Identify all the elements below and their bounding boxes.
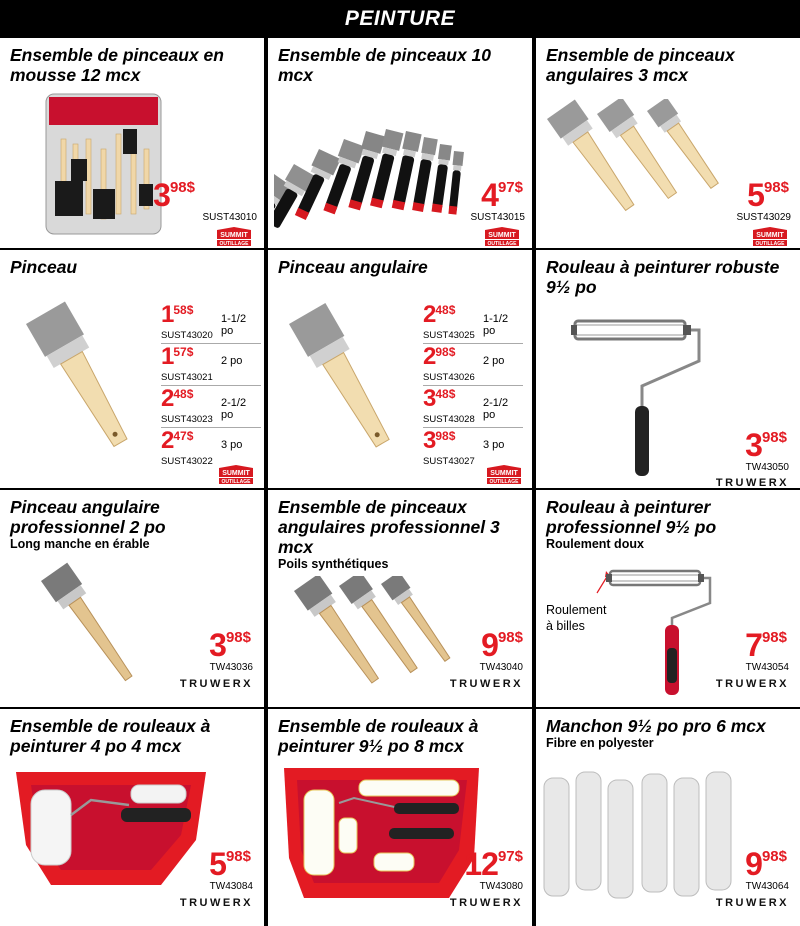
product-card-pro-roller[interactable] <box>536 490 800 707</box>
pro-roller-image <box>592 563 732 703</box>
roller-frame-image <box>567 311 717 486</box>
product-card-pro-angular-brush[interactable] <box>0 490 264 707</box>
size: 3 po <box>483 439 505 451</box>
angular-brush-image <box>279 299 409 474</box>
product-title: Pinceau <box>10 257 78 277</box>
variant-row[interactable] <box>423 387 523 429</box>
variant-row[interactable] <box>423 303 523 345</box>
product-title: Ensemble de pinceaux 10 mcx <box>278 45 492 85</box>
svg-text:OUTILLAGE: OUTILLAGE <box>489 479 519 485</box>
brush-set-image <box>274 119 469 239</box>
product-subtitle: Fibre en polyester <box>546 736 654 750</box>
sku: SUST43022 <box>161 456 213 467</box>
sku: SUST43027 <box>423 456 475 467</box>
product-title: Ensemble de rouleaux à peinturer 4 po 4 mcx <box>10 716 211 756</box>
product-title: Ensemble de pinceaux angulaires 3 mcx <box>546 45 735 85</box>
variant-list <box>161 303 261 471</box>
variant-row[interactable] <box>161 345 261 387</box>
svg-text:SUMMIT: SUMMIT <box>220 232 248 239</box>
bearing-callout: Roulement à billes <box>546 603 607 633</box>
brush-image <box>16 299 146 474</box>
price: $1^{58\$}$ <box>161 301 194 328</box>
sku: SUST43026 <box>423 372 475 383</box>
product-title: Ensemble de rouleaux à peinturer 9½ po 8 mcx <box>278 716 479 756</box>
truwerx-logo: TRUWERX <box>449 897 523 909</box>
price: 998$ <box>481 627 523 663</box>
svg-text:SUMMIT: SUMMIT <box>488 232 516 239</box>
product-card-angular-brush[interactable] <box>268 250 532 488</box>
divider <box>161 343 261 344</box>
price: 598$ <box>209 846 251 882</box>
price: 798$ <box>745 627 787 663</box>
pro-angular-brush-image <box>31 561 151 701</box>
pro-angular-brush-set-image <box>289 576 459 701</box>
variant-row[interactable] <box>161 303 261 345</box>
size: 1-1/2 po <box>483 313 509 337</box>
price: 1297$ <box>464 846 523 882</box>
sku: TW43064 <box>745 881 789 892</box>
svg-text:OUTILLAGE: OUTILLAGE <box>219 241 249 247</box>
product-card-roller-set-8[interactable] <box>268 709 532 926</box>
price: 497$ <box>481 177 523 213</box>
variant-list <box>423 303 523 471</box>
product-card-brush[interactable] <box>0 250 264 488</box>
svg-text:SUMMIT: SUMMIT <box>222 470 250 477</box>
angular-brush-set-image <box>542 99 732 234</box>
product-card-foam-brush-set[interactable] <box>0 38 264 248</box>
price: $2^{48\$}$ <box>161 385 194 412</box>
sku: SUST43028 <box>423 414 475 425</box>
product-grid <box>0 38 800 926</box>
product-card-brush-set-10[interactable] <box>268 38 532 248</box>
product-card-pro-angular-brush-set[interactable] <box>268 490 532 707</box>
sku: TW43050 <box>745 462 789 473</box>
product-card-roller-set-4[interactable] <box>0 709 264 926</box>
price: 998$ <box>745 846 787 882</box>
size: 2-1/2 po <box>221 397 247 421</box>
sku: SUST43023 <box>161 414 213 425</box>
svg-text:OUTILLAGE: OUTILLAGE <box>487 241 517 247</box>
product-title: Manchon 9½ po pro 6 mcx Fibre en polyester <box>546 716 793 751</box>
price: $3^{98\$}$ <box>423 427 456 454</box>
roller-tray-set-image <box>11 760 211 910</box>
size: 3 po <box>221 439 243 451</box>
summit-logo <box>217 465 255 485</box>
size: 2 po <box>221 355 243 367</box>
sku: SUST43021 <box>161 372 213 383</box>
svg-text:SUMMIT: SUMMIT <box>756 232 784 239</box>
product-title: Rouleau à peinturer professionnel 9½ po Roulement doux <box>546 497 793 552</box>
product-subtitle: Roulement doux <box>546 537 644 551</box>
product-subtitle: Poils synthétiques <box>278 557 389 571</box>
truwerx-logo: TRUWERX <box>715 477 789 488</box>
summit-logo <box>751 227 789 247</box>
product-title: Ensemble de pinceaux angulaires professionnel 3 mcx Poils synthétiques <box>278 497 525 572</box>
sku: TW43080 <box>479 881 523 892</box>
size: 2 po <box>483 355 505 367</box>
truwerx-logo: TRUWERX <box>179 678 253 690</box>
price: 398$ <box>209 627 251 663</box>
summit-logo <box>485 465 523 485</box>
product-card-angular-brush-set-3[interactable] <box>536 38 800 248</box>
product-card-roller-robust[interactable] <box>536 250 800 488</box>
truwerx-logo: TRUWERX <box>449 678 523 690</box>
sku: SUST43025 <box>423 330 475 341</box>
product-title: Rouleau à peinturer robuste 9½ po <box>546 257 780 297</box>
product-card-roller-covers[interactable] <box>536 709 800 926</box>
roller-tray-set-large-image <box>279 758 489 918</box>
divider <box>423 385 523 386</box>
summit-logo <box>215 227 253 247</box>
price: 398$ <box>745 427 787 463</box>
size: 1-1/2 po <box>221 313 247 337</box>
truwerx-logo: TRUWERX <box>179 897 253 909</box>
price: $2^{98\$}$ <box>423 343 456 370</box>
product-subtitle: Long manche en érable <box>10 537 150 551</box>
sku: TW43040 <box>479 662 523 673</box>
price: $2^{47\$}$ <box>161 427 194 454</box>
variant-row[interactable] <box>161 387 261 429</box>
sku: TW43084 <box>209 881 253 892</box>
price: 598$ <box>747 177 789 213</box>
truwerx-logo: TRUWERX <box>715 897 789 909</box>
product-title: Pinceau angulaire <box>278 257 428 277</box>
sku: TW43036 <box>209 662 253 673</box>
svg-text:OUTILLAGE: OUTILLAGE <box>755 241 785 247</box>
roller-covers-image <box>542 770 742 910</box>
svg-text:OUTILLAGE: OUTILLAGE <box>221 479 251 485</box>
variant-row[interactable] <box>423 345 523 387</box>
foam-brush-set-image <box>41 89 166 239</box>
divider <box>423 343 523 344</box>
divider <box>161 427 261 428</box>
page-title: PEINTURE <box>344 7 456 30</box>
sku: SUST43020 <box>161 330 213 341</box>
sku: TW43054 <box>745 662 789 673</box>
sku: SUST43010 <box>202 212 257 223</box>
sku: SUST43029 <box>736 212 791 223</box>
price: $2^{48\$}$ <box>423 301 456 328</box>
divider <box>161 385 261 386</box>
price: $3^{48\$}$ <box>423 385 456 412</box>
divider <box>423 427 523 428</box>
product-title: Ensemble de pinceaux en mousse 12 mcx <box>10 45 224 85</box>
summit-logo <box>483 227 521 247</box>
truwerx-logo: TRUWERX <box>715 678 789 690</box>
svg-text:SUMMIT: SUMMIT <box>490 470 518 477</box>
price: 398$ <box>153 177 195 213</box>
sku: SUST43015 <box>470 212 525 223</box>
size: 2-1/2 po <box>483 397 509 421</box>
price: $1^{57\$}$ <box>161 343 194 370</box>
product-title: Pinceau angulaire professionnel 2 po Long manche en érable <box>10 497 257 552</box>
